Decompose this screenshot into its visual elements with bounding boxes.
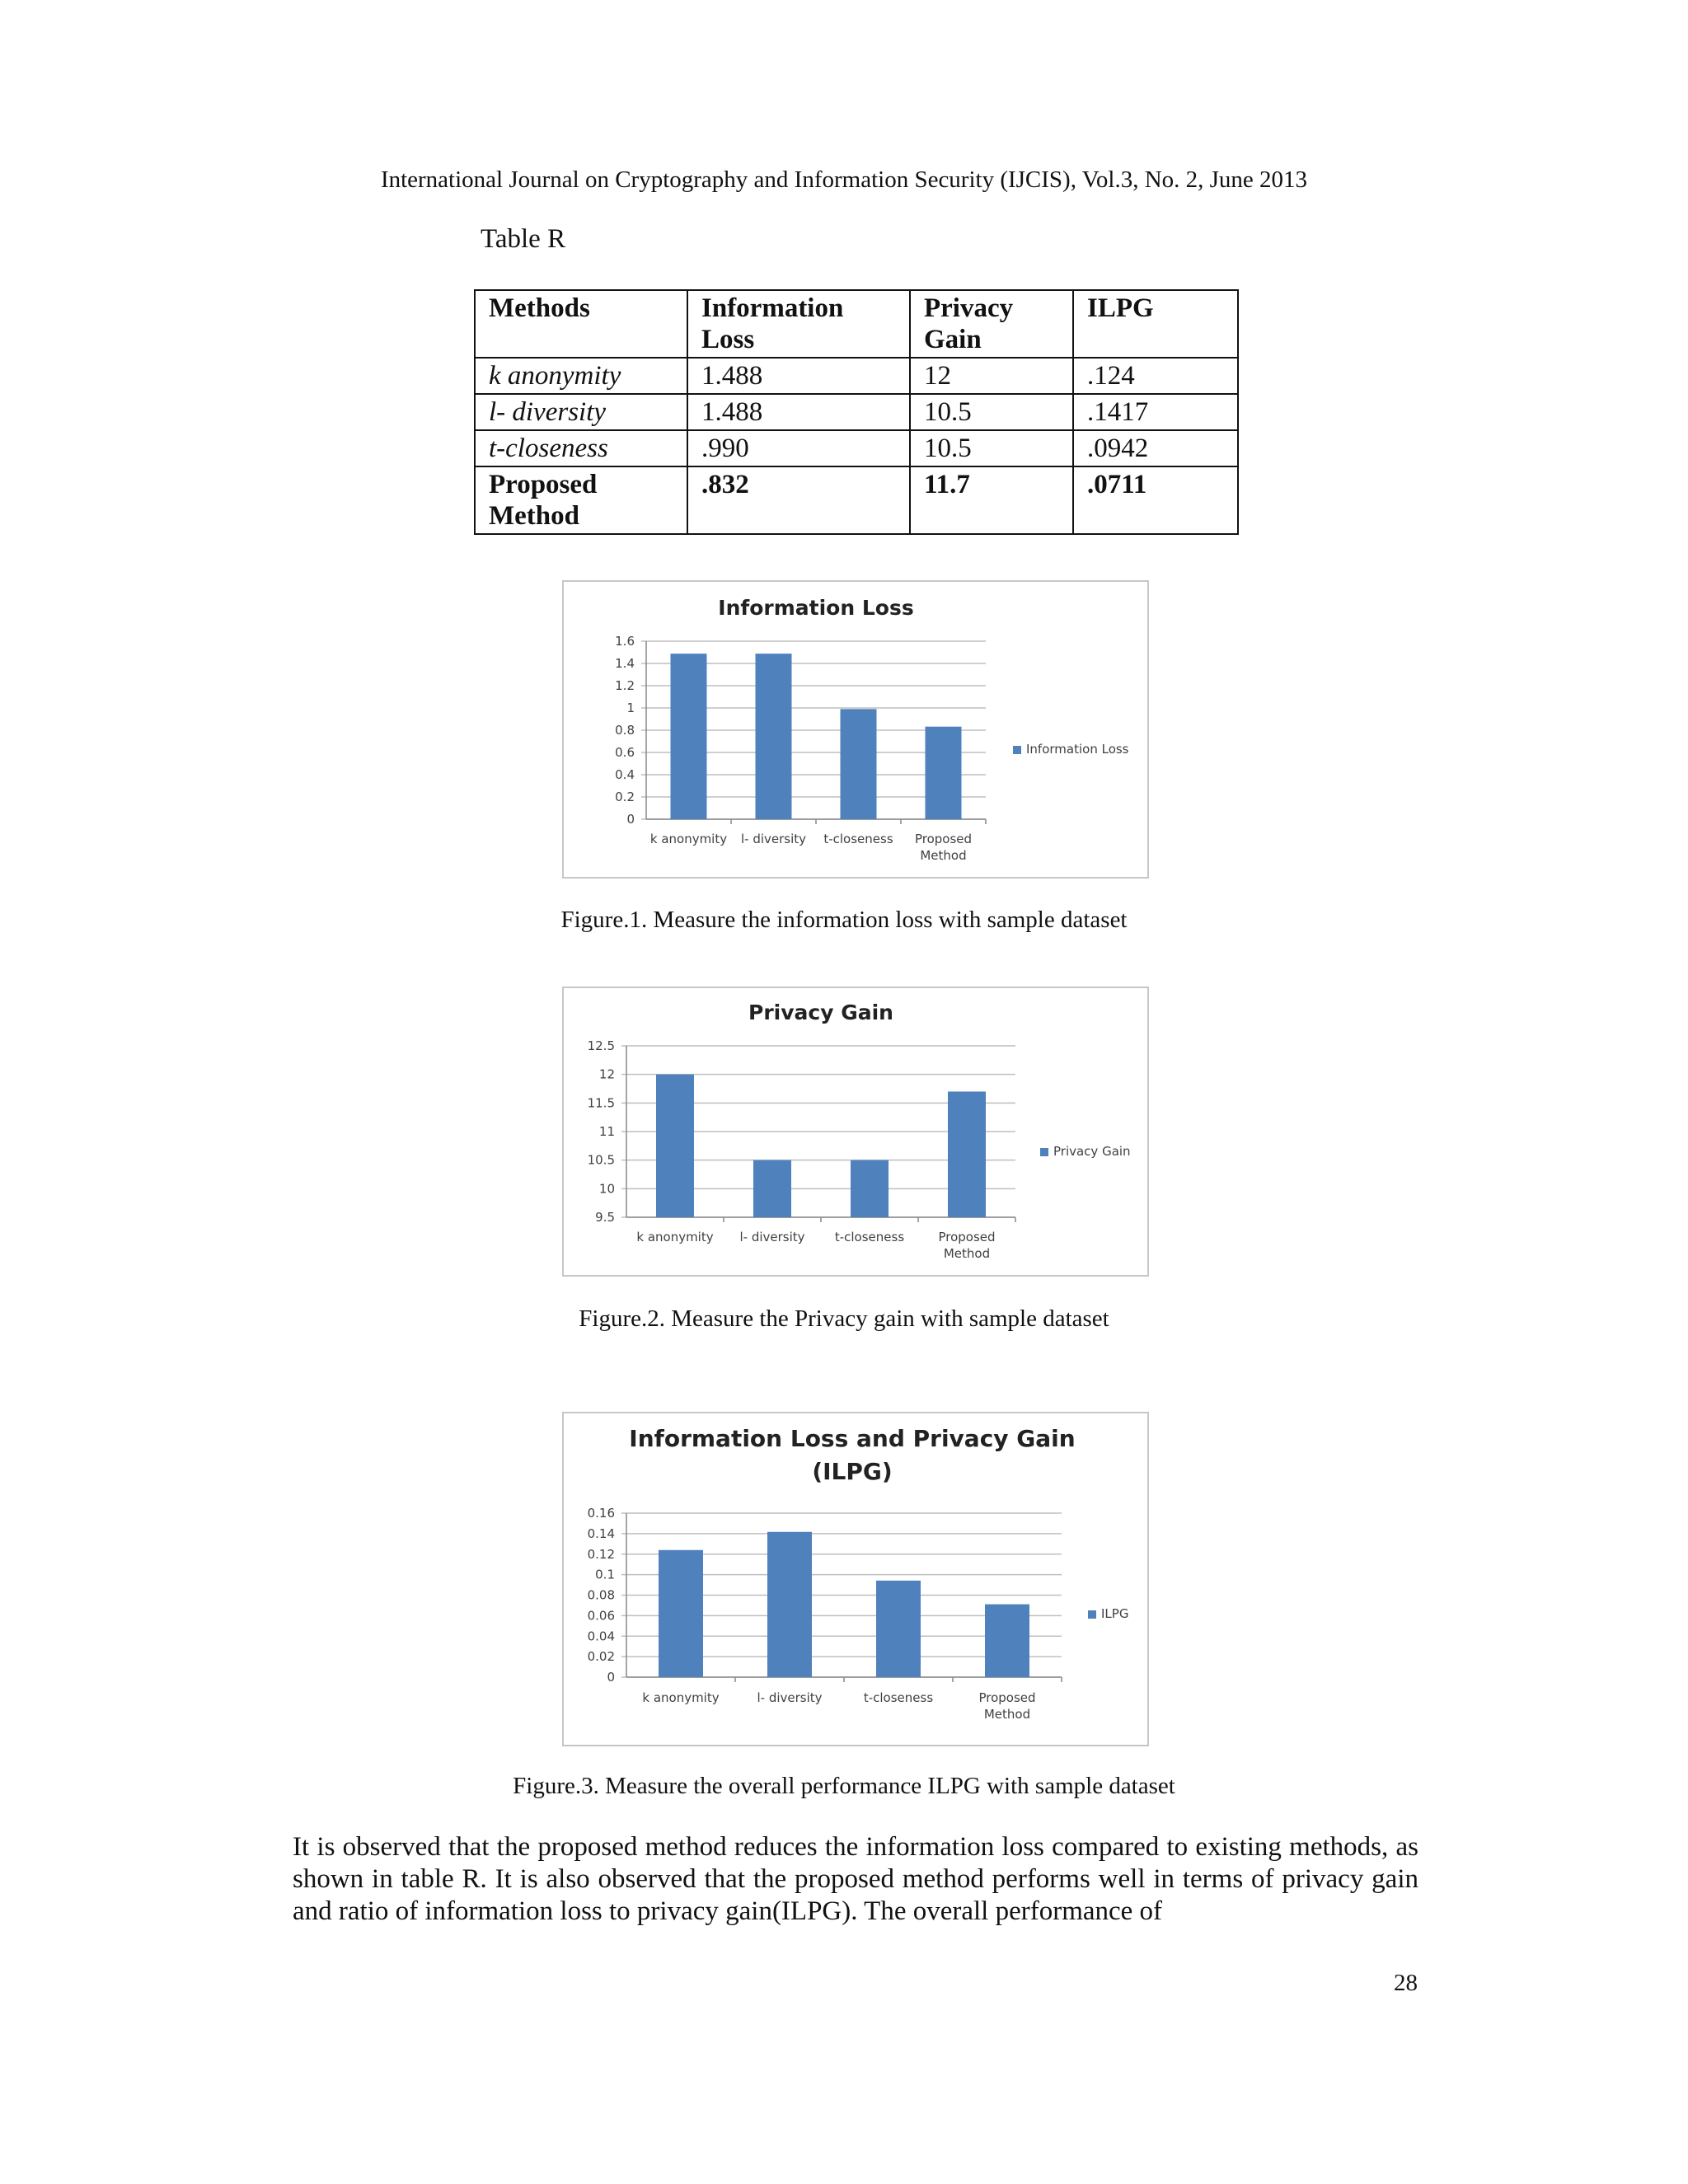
y-tick-label: 9.5 xyxy=(595,1210,615,1225)
cell-privacy-gain: 11.7 xyxy=(910,466,1073,534)
y-tick-label: 1.4 xyxy=(615,656,635,671)
table-row xyxy=(475,394,1238,430)
y-tick-label: 10 xyxy=(598,1181,615,1197)
cell-ilpg: .1417 xyxy=(1073,394,1238,430)
chart-title: Information Loss xyxy=(718,596,914,620)
cell-information-loss: 1.488 xyxy=(687,394,910,430)
x-tick-label: Method xyxy=(943,1246,991,1261)
cell-method: l- diversity xyxy=(475,394,687,430)
x-tick-label: t-closeness xyxy=(823,832,893,846)
y-tick-label: 1.2 xyxy=(615,678,635,693)
figure-1-caption: Figure.1. Measure the information loss with sample dataset xyxy=(560,907,1128,933)
x-tick-label: l- diversity xyxy=(757,1690,823,1705)
privacy-gain-chart xyxy=(562,987,1149,1277)
y-tick-label: 0.2 xyxy=(615,790,635,804)
y-tick-label: 0 xyxy=(626,812,635,827)
y-tick-label: 1.6 xyxy=(615,634,635,649)
cell-privacy-gain: 10.5 xyxy=(910,394,1073,430)
table-row xyxy=(475,358,1238,394)
y-tick-label: 1 xyxy=(626,701,635,715)
y-tick-label: 0.1 xyxy=(595,1567,615,1582)
results-table xyxy=(474,289,1239,535)
header-methods: Methods xyxy=(475,290,687,358)
bar xyxy=(753,1160,791,1217)
y-tick-label: 0.12 xyxy=(587,1546,615,1562)
x-tick-label: Proposed xyxy=(978,1690,1036,1705)
x-tick-label: t-closeness xyxy=(834,1230,905,1244)
cell-method: k anonymity xyxy=(475,358,687,394)
y-tick-label: 0.8 xyxy=(615,723,635,738)
table-caption: Table R xyxy=(481,224,566,254)
cell-privacy-gain: 12 xyxy=(910,358,1073,394)
legend-swatch xyxy=(1013,746,1021,754)
table-header-row xyxy=(475,290,1238,358)
bar xyxy=(841,709,877,819)
ilpg-chart xyxy=(562,1412,1149,1746)
header-privacy-gain: Privacy Gain xyxy=(910,290,1073,358)
chart-svg xyxy=(564,1413,1147,1745)
y-tick-label: 0.08 xyxy=(587,1587,615,1603)
chart-title: Privacy Gain xyxy=(748,1001,893,1024)
x-tick-label: Method xyxy=(983,1707,1031,1722)
chart-title: (ILPG) xyxy=(812,1458,893,1485)
bar xyxy=(876,1581,921,1677)
legend-swatch xyxy=(1040,1148,1048,1156)
legend-label: ILPG xyxy=(1101,1606,1129,1621)
chart-svg xyxy=(564,582,1147,877)
y-tick-label: 10.5 xyxy=(587,1152,615,1168)
bar xyxy=(767,1532,812,1677)
header-ilpg: ILPG xyxy=(1073,290,1238,358)
x-tick-label: k anonymity xyxy=(636,1230,714,1244)
bar xyxy=(985,1605,1029,1677)
y-tick-label: 0.16 xyxy=(587,1506,615,1521)
x-tick-label: k anonymity xyxy=(642,1690,720,1705)
y-tick-label: 11 xyxy=(598,1124,615,1139)
information-loss-chart xyxy=(562,580,1149,879)
cell-information-loss: .990 xyxy=(687,430,910,466)
cell-ilpg: .0942 xyxy=(1073,430,1238,466)
header-information-loss: Information Loss xyxy=(687,290,910,358)
bar xyxy=(756,654,792,819)
x-tick-label: Method xyxy=(920,848,967,863)
chart-title: Information Loss and Privacy Gain xyxy=(629,1425,1076,1452)
journal-header: International Journal on Cryptography and Information Security (IJCIS), Vol.3, No. 2, June 2013 xyxy=(380,166,1308,193)
x-tick-label: Proposed xyxy=(938,1230,996,1244)
y-tick-label: 0.4 xyxy=(615,767,635,782)
cell-ilpg: .124 xyxy=(1073,358,1238,394)
cell-privacy-gain: 10.5 xyxy=(910,430,1073,466)
bar xyxy=(659,1550,703,1677)
y-tick-label: 0.6 xyxy=(615,745,635,760)
bar xyxy=(926,727,962,819)
figure-2-caption: Figure.2. Measure the Privacy gain with sample dataset xyxy=(579,1305,1109,1332)
y-tick-label: 0.04 xyxy=(587,1629,615,1644)
table-row xyxy=(475,430,1238,466)
y-tick-label: 0.06 xyxy=(587,1608,615,1624)
x-tick-label: t-closeness xyxy=(863,1690,934,1705)
cell-method: t-closeness xyxy=(475,430,687,466)
y-tick-label: 0.14 xyxy=(587,1526,615,1541)
bar xyxy=(656,1075,694,1217)
table-row xyxy=(475,466,1238,534)
bar xyxy=(851,1160,889,1217)
figure-3-caption: Figure.3. Measure the overall performance ILPG with sample dataset xyxy=(513,1773,1175,1799)
x-tick-label: l- diversity xyxy=(740,832,807,846)
y-tick-label: 12 xyxy=(598,1066,615,1082)
bar xyxy=(671,654,707,819)
page-number: 28 xyxy=(1394,1970,1418,1996)
body-paragraph: It is observed that the proposed method reduces the information loss compared to existing methods, as shown in table R. It is also observed that the proposed method performs well in terms of privacy gain and ratio of information loss to privacy gain(ILPG). The overall performance of xyxy=(293,1832,1418,1926)
cell-ilpg: .0711 xyxy=(1073,466,1238,534)
chart-svg xyxy=(564,988,1147,1275)
legend-label: Information Loss xyxy=(1026,742,1129,757)
bar xyxy=(948,1091,986,1217)
cell-information-loss: .832 xyxy=(687,466,910,534)
y-tick-label: 11.5 xyxy=(587,1095,615,1111)
cell-method: Proposed Method xyxy=(475,466,687,534)
cell-information-loss: 1.488 xyxy=(687,358,910,394)
x-tick-label: l- diversity xyxy=(739,1230,805,1244)
legend-swatch xyxy=(1088,1610,1096,1619)
x-tick-label: k anonymity xyxy=(649,832,728,846)
y-tick-label: 0.02 xyxy=(587,1649,615,1665)
x-tick-label: Proposed xyxy=(914,832,973,846)
legend-label: Privacy Gain xyxy=(1053,1144,1131,1159)
y-tick-label: 12.5 xyxy=(587,1038,615,1053)
y-tick-label: 0 xyxy=(607,1670,615,1685)
